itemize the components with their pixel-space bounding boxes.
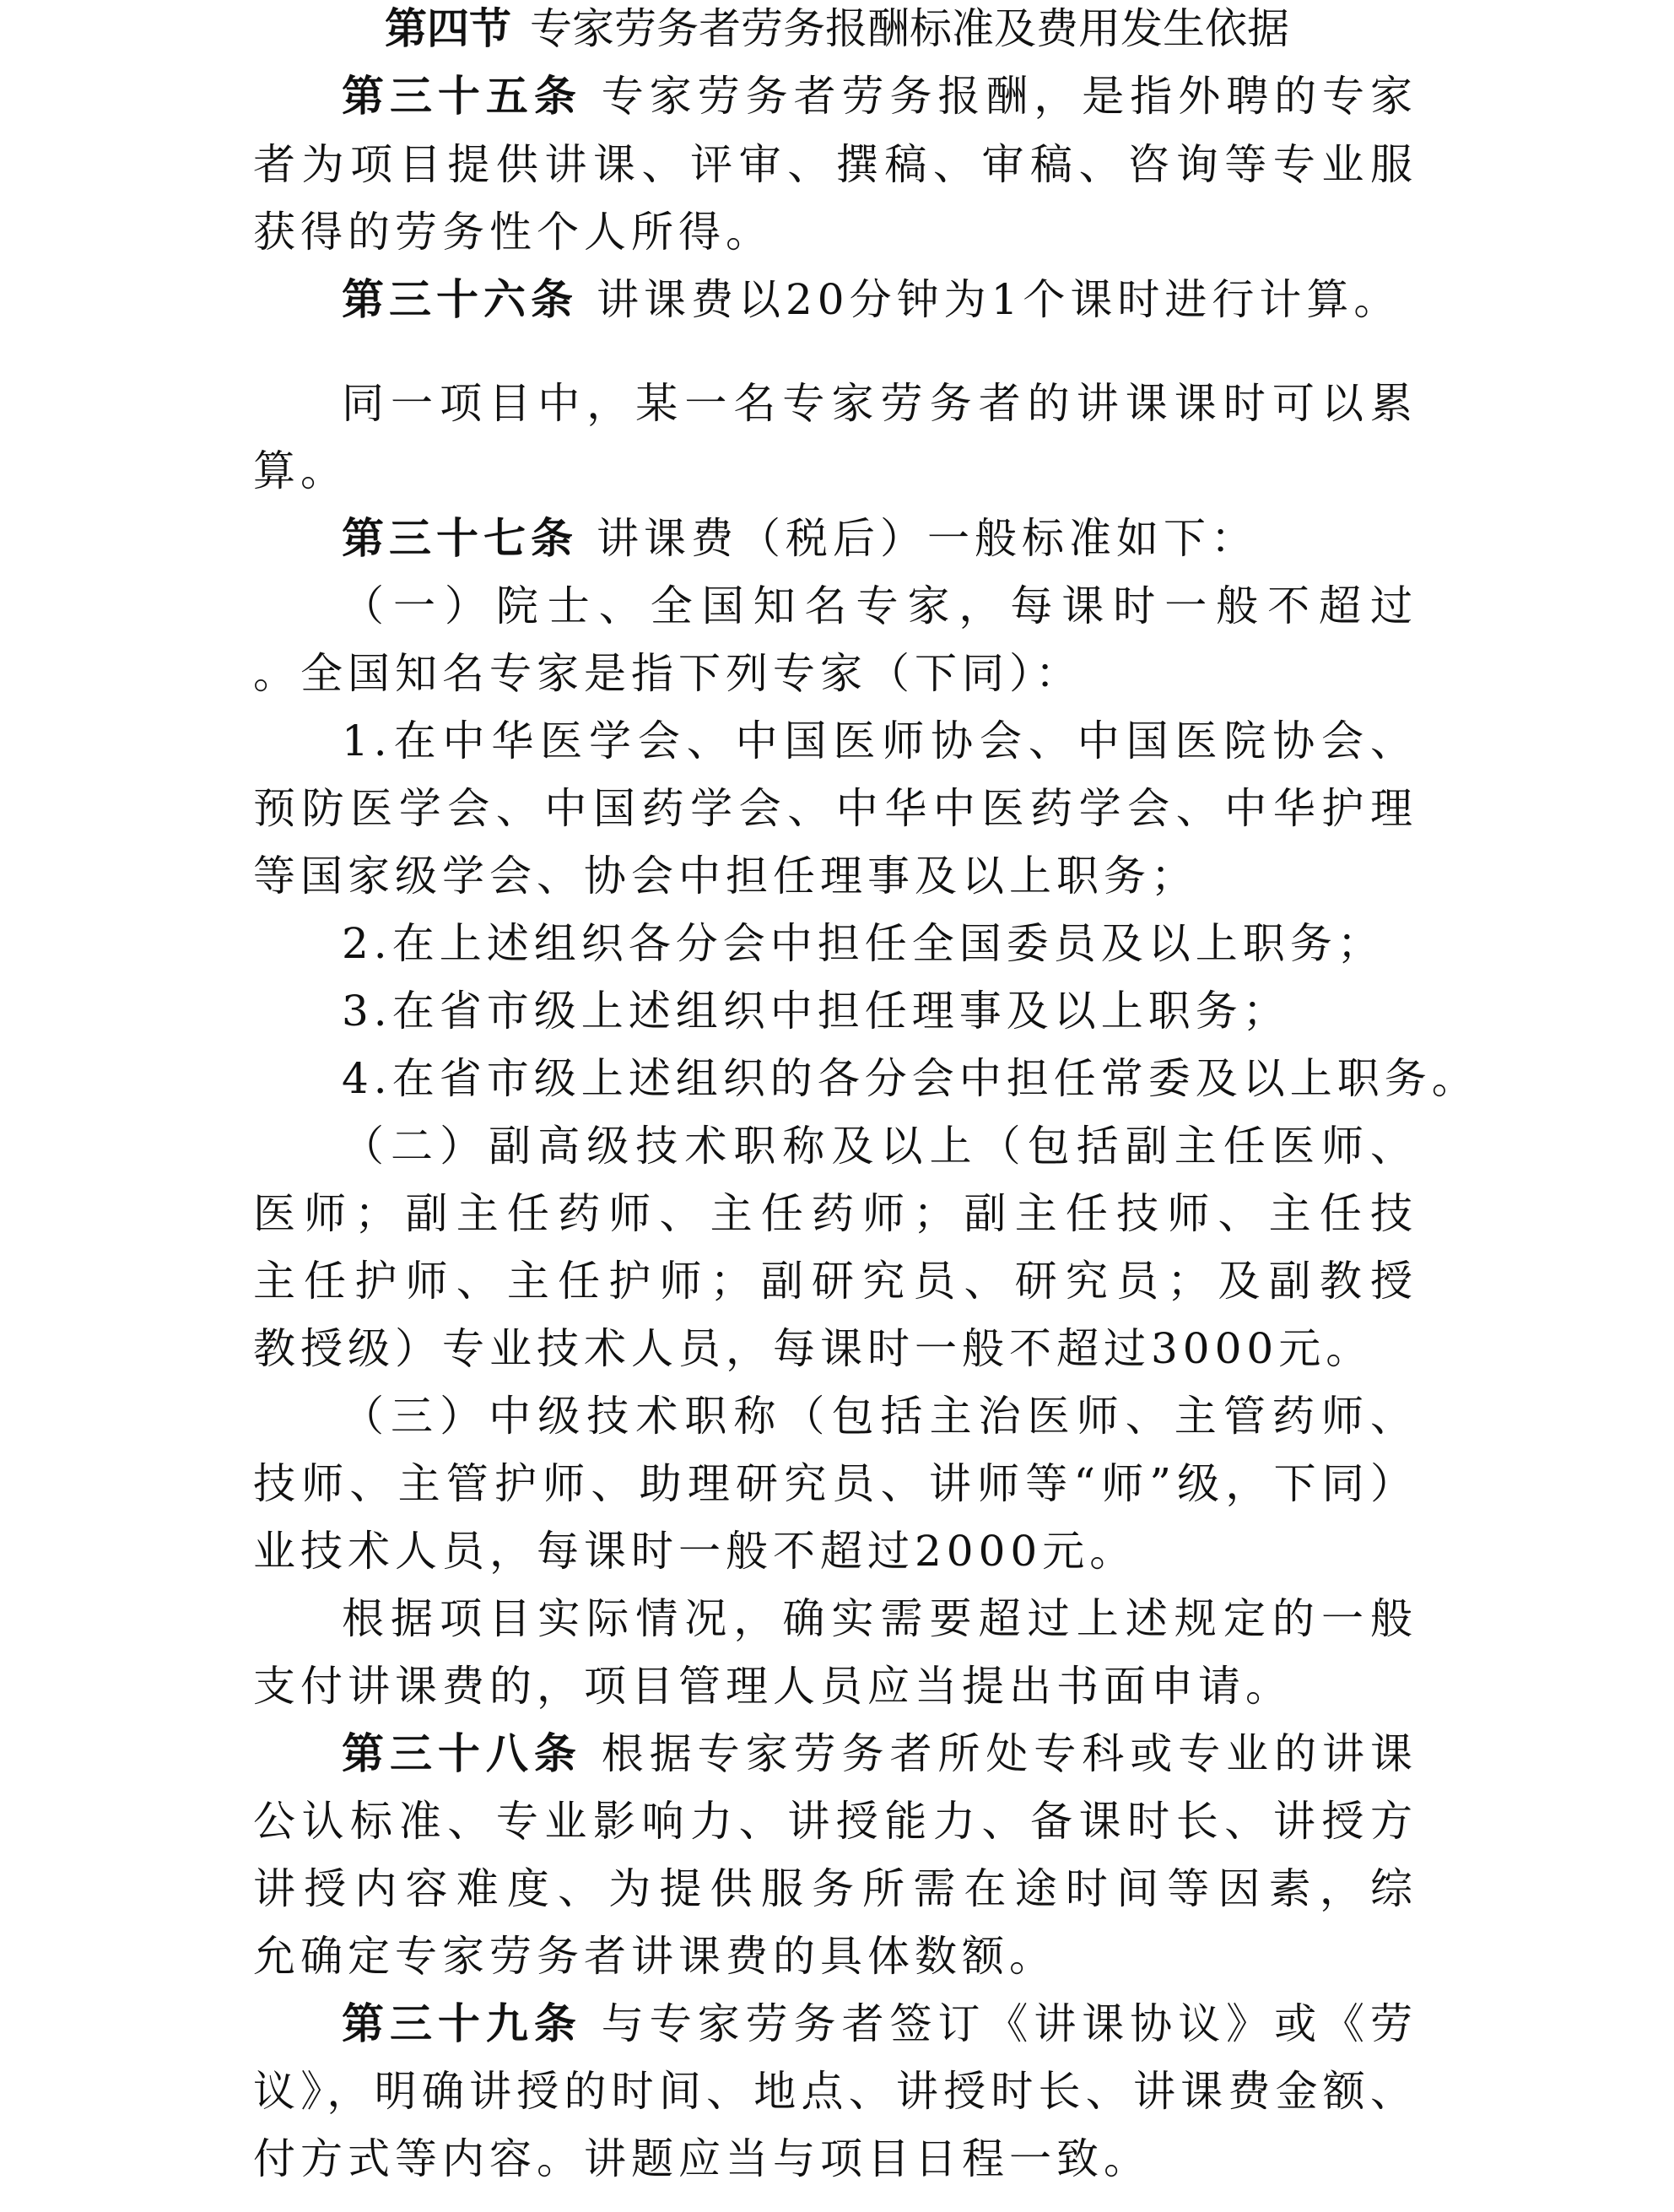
article-38-line-1: 第三十八条 根据专家劳务者所处专科或专业的讲课 — [342, 1728, 1418, 1778]
article-36-line-1: 第三十六条 讲课费以20分钟为1个课时进行计算。 — [342, 274, 1401, 324]
section-title: 专家劳务者劳务报酬标准及费用发生依据 — [530, 4, 1289, 53]
article-39-line-3: 付方式等内容。讲题应当与项目日程一致。 — [253, 2134, 1151, 2183]
section-number: 第四节 — [385, 3, 511, 53]
article-37-line-10: （二）副高级技术职称及以上（包括副主任医师、 — [342, 1122, 1418, 1171]
article-35-line-3: 获得的劳务性个人所得。 — [253, 208, 773, 257]
article-37-line-3: 。全国知名专家是指下列专家（下同）： — [253, 649, 1083, 698]
article-38-line-3: 讲授内容难度、为提供服务所需在途时间等因素，综 — [253, 1864, 1418, 1913]
article-39-label: 第三十九条 — [342, 1998, 582, 2048]
article-35-line-1: 第三十五条 专家劳务者劳务报酬，是指外聘的专家 — [342, 71, 1418, 121]
article-37-line-15: 技师、主管护师、助理研究员、讲师等“师”级，下同） — [253, 1459, 1418, 1508]
article-37-line-4: 1.在中华医学会、中国医师协会、中国医院协会、 — [342, 717, 1418, 765]
article-36-line-2: 同一项目中，某一名专家劳务者的讲课课时可以累 — [342, 379, 1418, 428]
article-38-label: 第三十八条 — [342, 1728, 582, 1778]
article-37-line-13: 教授级）专业技术人员，每课时一般不超过3000元。 — [253, 1324, 1374, 1373]
article-37-line-5: 预防医学会、中国药学会、中华中医药学会、中华护理 — [253, 784, 1418, 833]
article-37-line-6: 等国家级学会、协会中担任理事及以上职务； — [253, 852, 1198, 900]
article-36-label: 第三十六条 — [342, 274, 578, 324]
article-37-line-14: （三）中级技术职称（包括主治医师、主管药师、 — [342, 1392, 1418, 1441]
article-39-line-2: 议》，明确讲授的时间、地点、讲授时长、讲课费金额、 — [253, 2067, 1418, 2116]
article-38-line-2: 公认标准、专业影响力、讲授能力、备课时长、讲授方 — [253, 1797, 1418, 1846]
article-37-line-8: 3.在省市级上述组织中担任理事及以上职务； — [342, 987, 1290, 1036]
article-37-line-16: 业技术人员，每课时一般不超过2000元。 — [253, 1527, 1137, 1576]
article-39-line-1: 第三十九条 与专家劳务者签订《讲课协议》或《劳 — [342, 1998, 1418, 2048]
section-heading — [253, 3, 1421, 54]
article-37-line-12: 主任护师、主任护师；副研究员、研究员；及副教授 — [253, 1257, 1418, 1306]
article-37-line-9: 4.在省市级上述组织的各分会中担任常委及以上职务。 — [342, 1054, 1479, 1103]
article-37-line-11: 医师；副主任药师、主任药师；副主任技师、主任技 — [253, 1189, 1418, 1238]
article-37-line-7: 2.在上述组织各分会中担任全国委员及以上职务； — [342, 919, 1385, 968]
article-37-label: 第三十七条 — [342, 513, 578, 563]
article-37-line-1: 第三十七条 讲课费（税后）一般标准如下： — [342, 513, 1258, 563]
article-37-line-17: 根据项目实际情况，确实需要超过上述规定的一般 — [342, 1594, 1418, 1643]
article-37-line-18: 支付讲课费的，项目管理人员应当提出书面申请。 — [253, 1662, 1293, 1711]
article-35-label: 第三十五条 — [342, 71, 582, 121]
article-38-line-4: 允确定专家劳务者讲课费的具体数额。 — [253, 1932, 1056, 1981]
article-37-line-2: （一）院士、全国知名专家，每课时一般不超过 — [342, 581, 1418, 630]
article-36-line-3: 算。 — [253, 446, 348, 495]
article-35-line-2: 者为项目提供讲课、评审、撰稿、审稿、咨询等专业服 — [253, 140, 1418, 189]
